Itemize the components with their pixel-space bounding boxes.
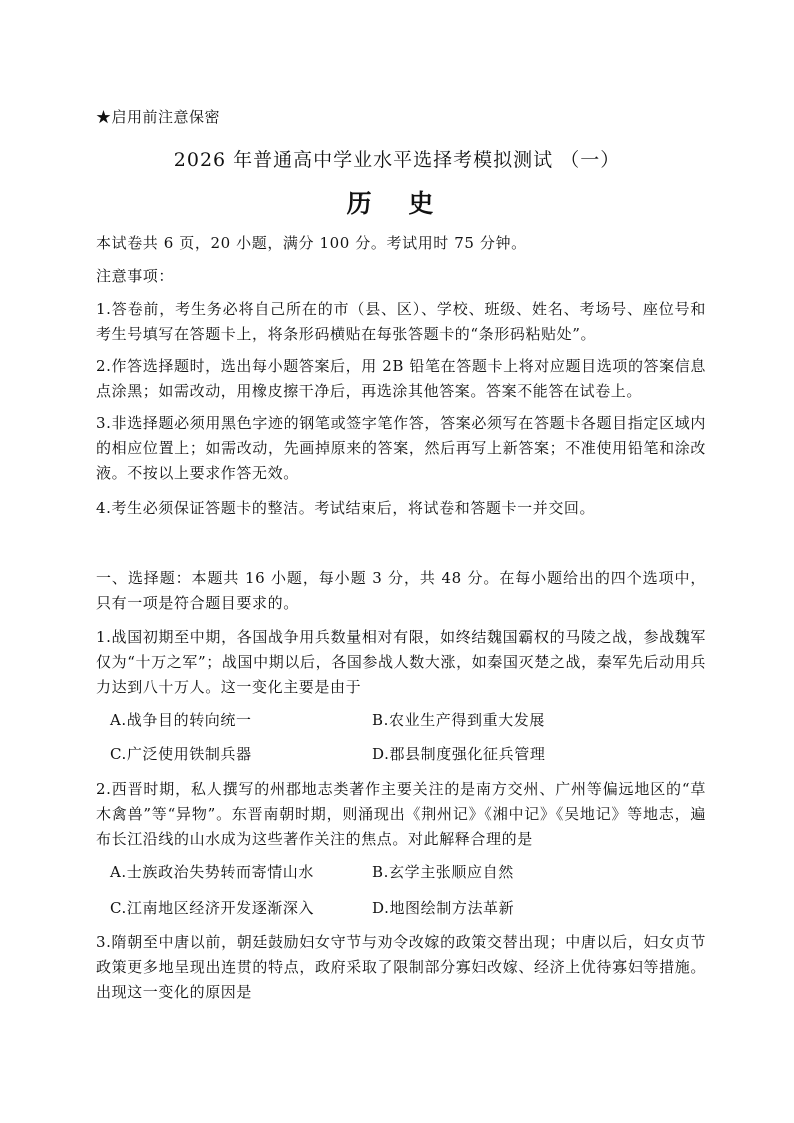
confidential-mark: ★启用前注意保密 xyxy=(96,108,221,126)
question-2-options-row-2 xyxy=(110,896,670,921)
question-1-option-b: B.农业生产得到重大发展 xyxy=(372,711,545,729)
exam-title: 2026 年普通高中学业水平选择考模拟测试 （一） xyxy=(173,149,621,171)
notice-item-3: 3.非选择题必须用黑色字迹的钢笔或签字笔作答，答案必须写在答题卡各题目指定区域内的相应位置上；如需改动，先画掉原来的答案，然后再写上新答案；不准使用铅笔和涂改液。不按以上要求作答无效。 xyxy=(96,414,706,482)
section-heading: 一、选择题：本题共 16 小题，每小题 3 分，共 48 分。在每小题给出的四个选项中，只有一项是符合题目要求的。 xyxy=(96,569,706,612)
question-1-stem: 1.战国初期至中期，各国战争用兵数量相对有限，如终结魏国霸权的马陵之战，参战魏军仅为“十万之军”；战国中期以后，各国参战人数大涨，如秦国灭楚之战，秦军先后动用兵力达到八十万人。这一变化主要是由于 xyxy=(96,628,706,696)
question-2-option-b: B.玄学主张顺应自然 xyxy=(372,863,514,881)
question-2-stem: 2.西晋时期，私人撰写的州郡地志类著作主要关注的是南方交州、广州等偏远地区的“草木禽兽”等“异物”。东晋南朝时期，则涌现出《荆州记》《湘中记》《吴地记》等地志，遍布长江沿线的山水成为这些著作关注的焦点。对此解释合理的是 xyxy=(96,780,706,848)
question-2-option-d: D.地图绘制方法革新 xyxy=(372,899,515,917)
question-1-option-a: A.战争目的转向统一 xyxy=(110,711,252,729)
notice-item-2: 2.作答选择题时，选出每小题答案后，用 2B 铅笔在答题卡上将对应题目选项的答案信息点涂黑；如需改动，用橡皮擦干净后，再选涂其他答案。答案不能答在试卷上。 xyxy=(96,357,706,400)
subject-title: 历 史 xyxy=(346,189,448,218)
question-1-option-c: C.广泛使用铁制兵器 xyxy=(110,745,252,763)
question-3-stem: 3.隋朝至中唐以前，朝廷鼓励妇女守节与劝令改嫁的政策交替出现；中唐以后，妇女贞节政策更多地呈现出连贯的特点，政府采取了限制部分寡妇改嫁、经济上优待寡妇等措施。出现这一变化的原因是 xyxy=(96,933,706,1001)
exam-summary: 本试卷共 6 页，20 小题，满分 100 分。考试用时 75 分钟。 xyxy=(96,234,527,252)
notice-heading: 注意事项： xyxy=(96,267,175,285)
question-1-option-d: D.郡县制度强化征兵管理 xyxy=(372,745,546,763)
question-2-option-a: A.士族政治失势转而寄情山水 xyxy=(110,863,315,881)
question-2-option-c: C.江南地区经济开发逐渐深入 xyxy=(110,899,315,917)
question-1-options-row-2 xyxy=(110,742,670,767)
question-2-options-row-1 xyxy=(110,860,670,885)
notice-item-4: 4.考生必须保证答题卡的整洁。考试结束后，将试卷和答题卡一并交回。 xyxy=(96,499,596,517)
notice-item-1: 1.答卷前，考生务必将自己所在的市（县、区）、学校、班级、姓名、考场号、座位号和考生号填写在答题卡上，将条形码横贴在每张答题卡的“条形码粘贴处”。 xyxy=(96,300,706,343)
question-1-options-row-1 xyxy=(110,708,670,733)
